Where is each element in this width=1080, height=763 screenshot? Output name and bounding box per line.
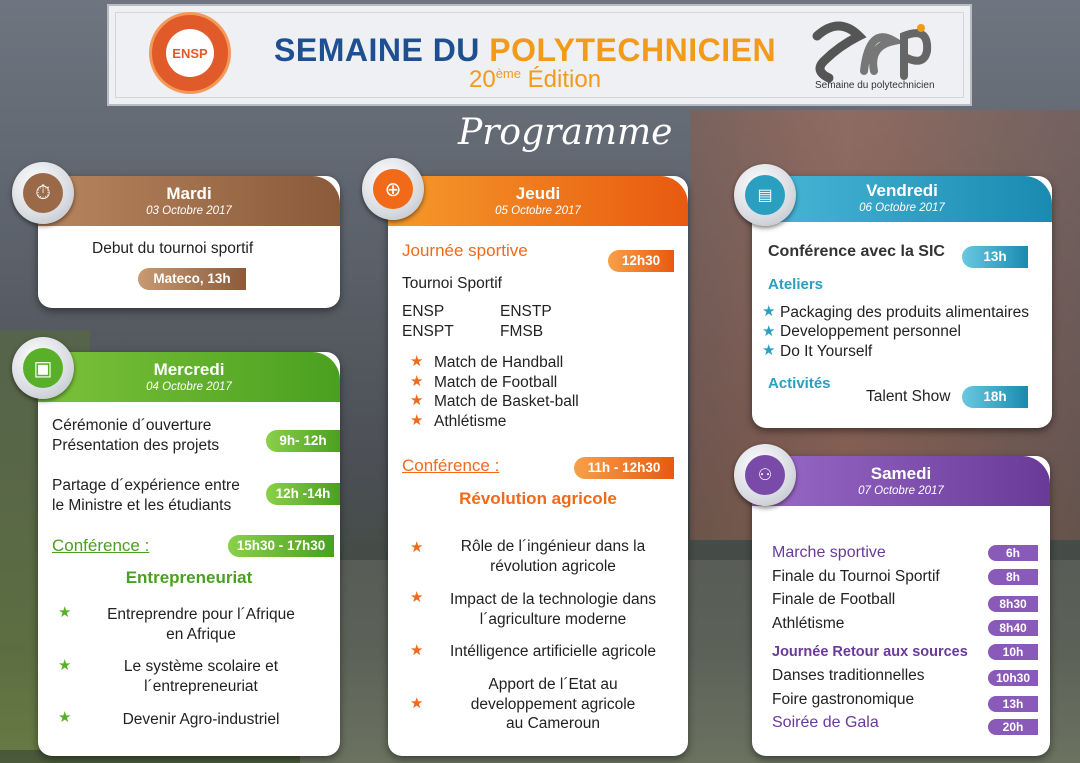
mardi-day: Mardi [166,184,212,203]
mercredi-time1: 9h- 12h [266,430,340,452]
mercredi-header [38,352,340,402]
jeudi-school-3: ENSPT [402,323,454,340]
mardi-event: Debut du tournoi sportif [92,240,254,257]
card-samedi [752,456,1050,756]
vendredi-time1: 13h [962,246,1028,268]
mercredi-date: 04 Octobre 2017 [146,381,232,393]
jeudi-school-1: ENSP [402,303,445,320]
samedi-item: Finale de Football [772,591,896,608]
sep-logo-caption: Semaine du polytechnicien [815,80,935,91]
mercredi-event2-line2: le Ministre et les étudiants [52,497,232,514]
edition-word: Édition [521,66,602,93]
jeudi-header [388,176,688,226]
vendredi-conference: Conférence avec la SIC [768,243,945,260]
jeudi-school-2: ENSTP [500,303,552,320]
briefcase-icon: ▣ [23,348,63,388]
samedi-item: Foire gastronomique [772,691,915,708]
jeudi-topic4-line2: developpement agricole [470,696,636,713]
vendredi-workshops-label: Ateliers [768,276,824,293]
mercredi-topic2-line1: Le système scolaire et [123,658,279,675]
event-title-part1: SEMAINE DU [274,32,490,68]
star-icon: ★ [410,373,424,390]
vendredi-date: 06 Octobre 2017 [859,202,945,214]
samedi-time: 10h [988,644,1038,660]
samedi-icon-badge [734,444,796,506]
vendredi-workshop3: Do It Yourself [780,343,873,360]
card-jeudi [388,176,688,756]
jeudi-topic4-line1: Apport de l´Etat au [488,676,618,693]
programme-heading: Programme [458,112,673,153]
chart-icon: ▤ [745,175,785,215]
samedi-date: 07 Octobre 2017 [858,485,944,497]
vendredi-day: Vendredi [866,181,938,200]
star-icon: ★ [762,303,776,320]
vendredi-activities-label: Activités [768,375,831,392]
jeudi-topic1-line2: révolution agricole [490,558,616,575]
samedi-item: Soirée de Gala [772,714,879,731]
vendredi-icon-badge [734,164,796,226]
jeudi-match4: Athlétisme [434,413,507,430]
jeudi-topic2-line1: Impact de la technologie dans [450,591,656,608]
samedi-time: 8h30 [988,596,1038,612]
samedi-item: Marche sportive [772,544,886,561]
vendredi-workshop1: Packaging des produits alimentaires [780,304,1029,321]
jeudi-match3: Match de Basket-ball [434,393,579,410]
jeudi-day: Jeudi [515,184,561,203]
samedi-item: Finale du Tournoi Sportif [772,568,940,585]
vendredi-time2: 18h [962,386,1028,408]
jeudi-match1: Match de Handball [434,354,564,371]
edition-number: 20 [469,66,496,93]
stopwatch-icon: ⏱ [23,173,63,213]
mercredi-topic1-line2: en Afrique [166,626,236,643]
jeudi-topic3: Intélligence artificielle agricole [450,643,656,660]
mardi-header [38,176,340,226]
samedi-day: Samedi [870,464,932,483]
card-mercredi [38,352,340,756]
jeudi-conference-theme: Révolution agricole [459,489,617,508]
vendredi-workshop2: Developpement personnel [780,323,961,340]
edition-suffix: ème [495,66,521,81]
samedi-time: 6h [988,545,1038,561]
vendredi-header [752,176,1052,222]
star-icon: ★ [410,353,424,370]
star-icon: ★ [762,323,776,340]
mardi-location-tag: Mateco, 13h [138,268,246,290]
samedi-time: 13h [988,696,1038,712]
jeudi-topic4-line3: au Cameroun [506,715,600,732]
star-icon: ★ [410,642,424,659]
card-vendredi [752,176,1052,428]
mercredi-conference-theme: Entrepreneuriat [125,568,253,587]
mardi-date: 03 Octobre 2017 [146,205,232,217]
jeudi-time1: 12h30 [608,250,674,272]
star-icon: ★ [410,589,424,606]
ensp-logo [149,12,231,94]
mardi-icon-badge [12,162,74,224]
jeudi-topic2-line2: l´agriculture moderne [479,611,627,628]
samedi-time: 8h [988,569,1038,585]
jeudi-sport-label: Journée sportive [402,241,528,260]
star-icon: ★ [58,657,72,674]
jeudi-tournament: Tournoi Sportif [402,275,502,292]
mercredi-topic2-line2: l´entrepreneuriat [144,678,258,695]
jeudi-date: 05 Octobre 2017 [495,205,581,217]
mercredi-icon-badge [12,337,74,399]
jeudi-school-4: FMSB [500,323,544,340]
mercredi-time2: 12h -14h [266,483,340,505]
jeudi-time2: 11h - 12h30 [574,457,674,479]
star-icon: ★ [762,342,776,359]
samedi-time: 10h30 [988,670,1038,686]
event-title [274,32,776,69]
jeudi-conference-label: Conférence : [402,456,500,475]
star-icon: ★ [410,392,424,409]
star-icon: ★ [410,695,424,712]
people-icon: ⚇ [745,455,785,495]
event-title-part2: POLYTECHNICIEN [489,32,777,68]
star-icon: ★ [410,412,424,429]
vendredi-talent-show: Talent Show [866,388,951,405]
jeudi-topic1-line1: Rôle de l´ingénieur dans la [460,538,646,555]
ensp-logo-text: ENSP [166,29,214,77]
mercredi-topic1-line1: Entreprendre pour l´Afrique [107,606,295,623]
samedi-item: Danses traditionnelles [772,667,925,684]
mercredi-event1-line1: Cérémonie d´ouverture [52,417,212,434]
star-icon: ★ [58,604,72,621]
header-banner [107,4,972,106]
samedi-item: Journée Retour aux sources [772,644,968,660]
samedi-time: 20h [988,719,1038,735]
samedi-item: Athlétisme [772,615,845,632]
mercredi-topic3: Devenir Agro-industriel [122,711,280,728]
mercredi-time3: 15h30 - 17h30 [228,535,334,557]
mercredi-event1-line2: Présentation des projets [52,437,220,454]
mercredi-conference-label: Conférence : [52,536,150,555]
samedi-header [752,456,1050,506]
jeudi-match2: Match de Football [434,374,558,391]
star-icon: ★ [410,539,424,556]
samedi-time: 8h40 [988,620,1038,636]
edition-label [469,66,601,94]
mercredi-day: Mercredi [153,360,225,379]
star-icon: ★ [58,709,72,726]
jeudi-icon-badge [362,158,424,220]
card-mardi [38,176,340,308]
globe-icon: ⊕ [373,169,413,209]
mercredi-event2-line1: Partage d´expérience entre [52,477,240,494]
